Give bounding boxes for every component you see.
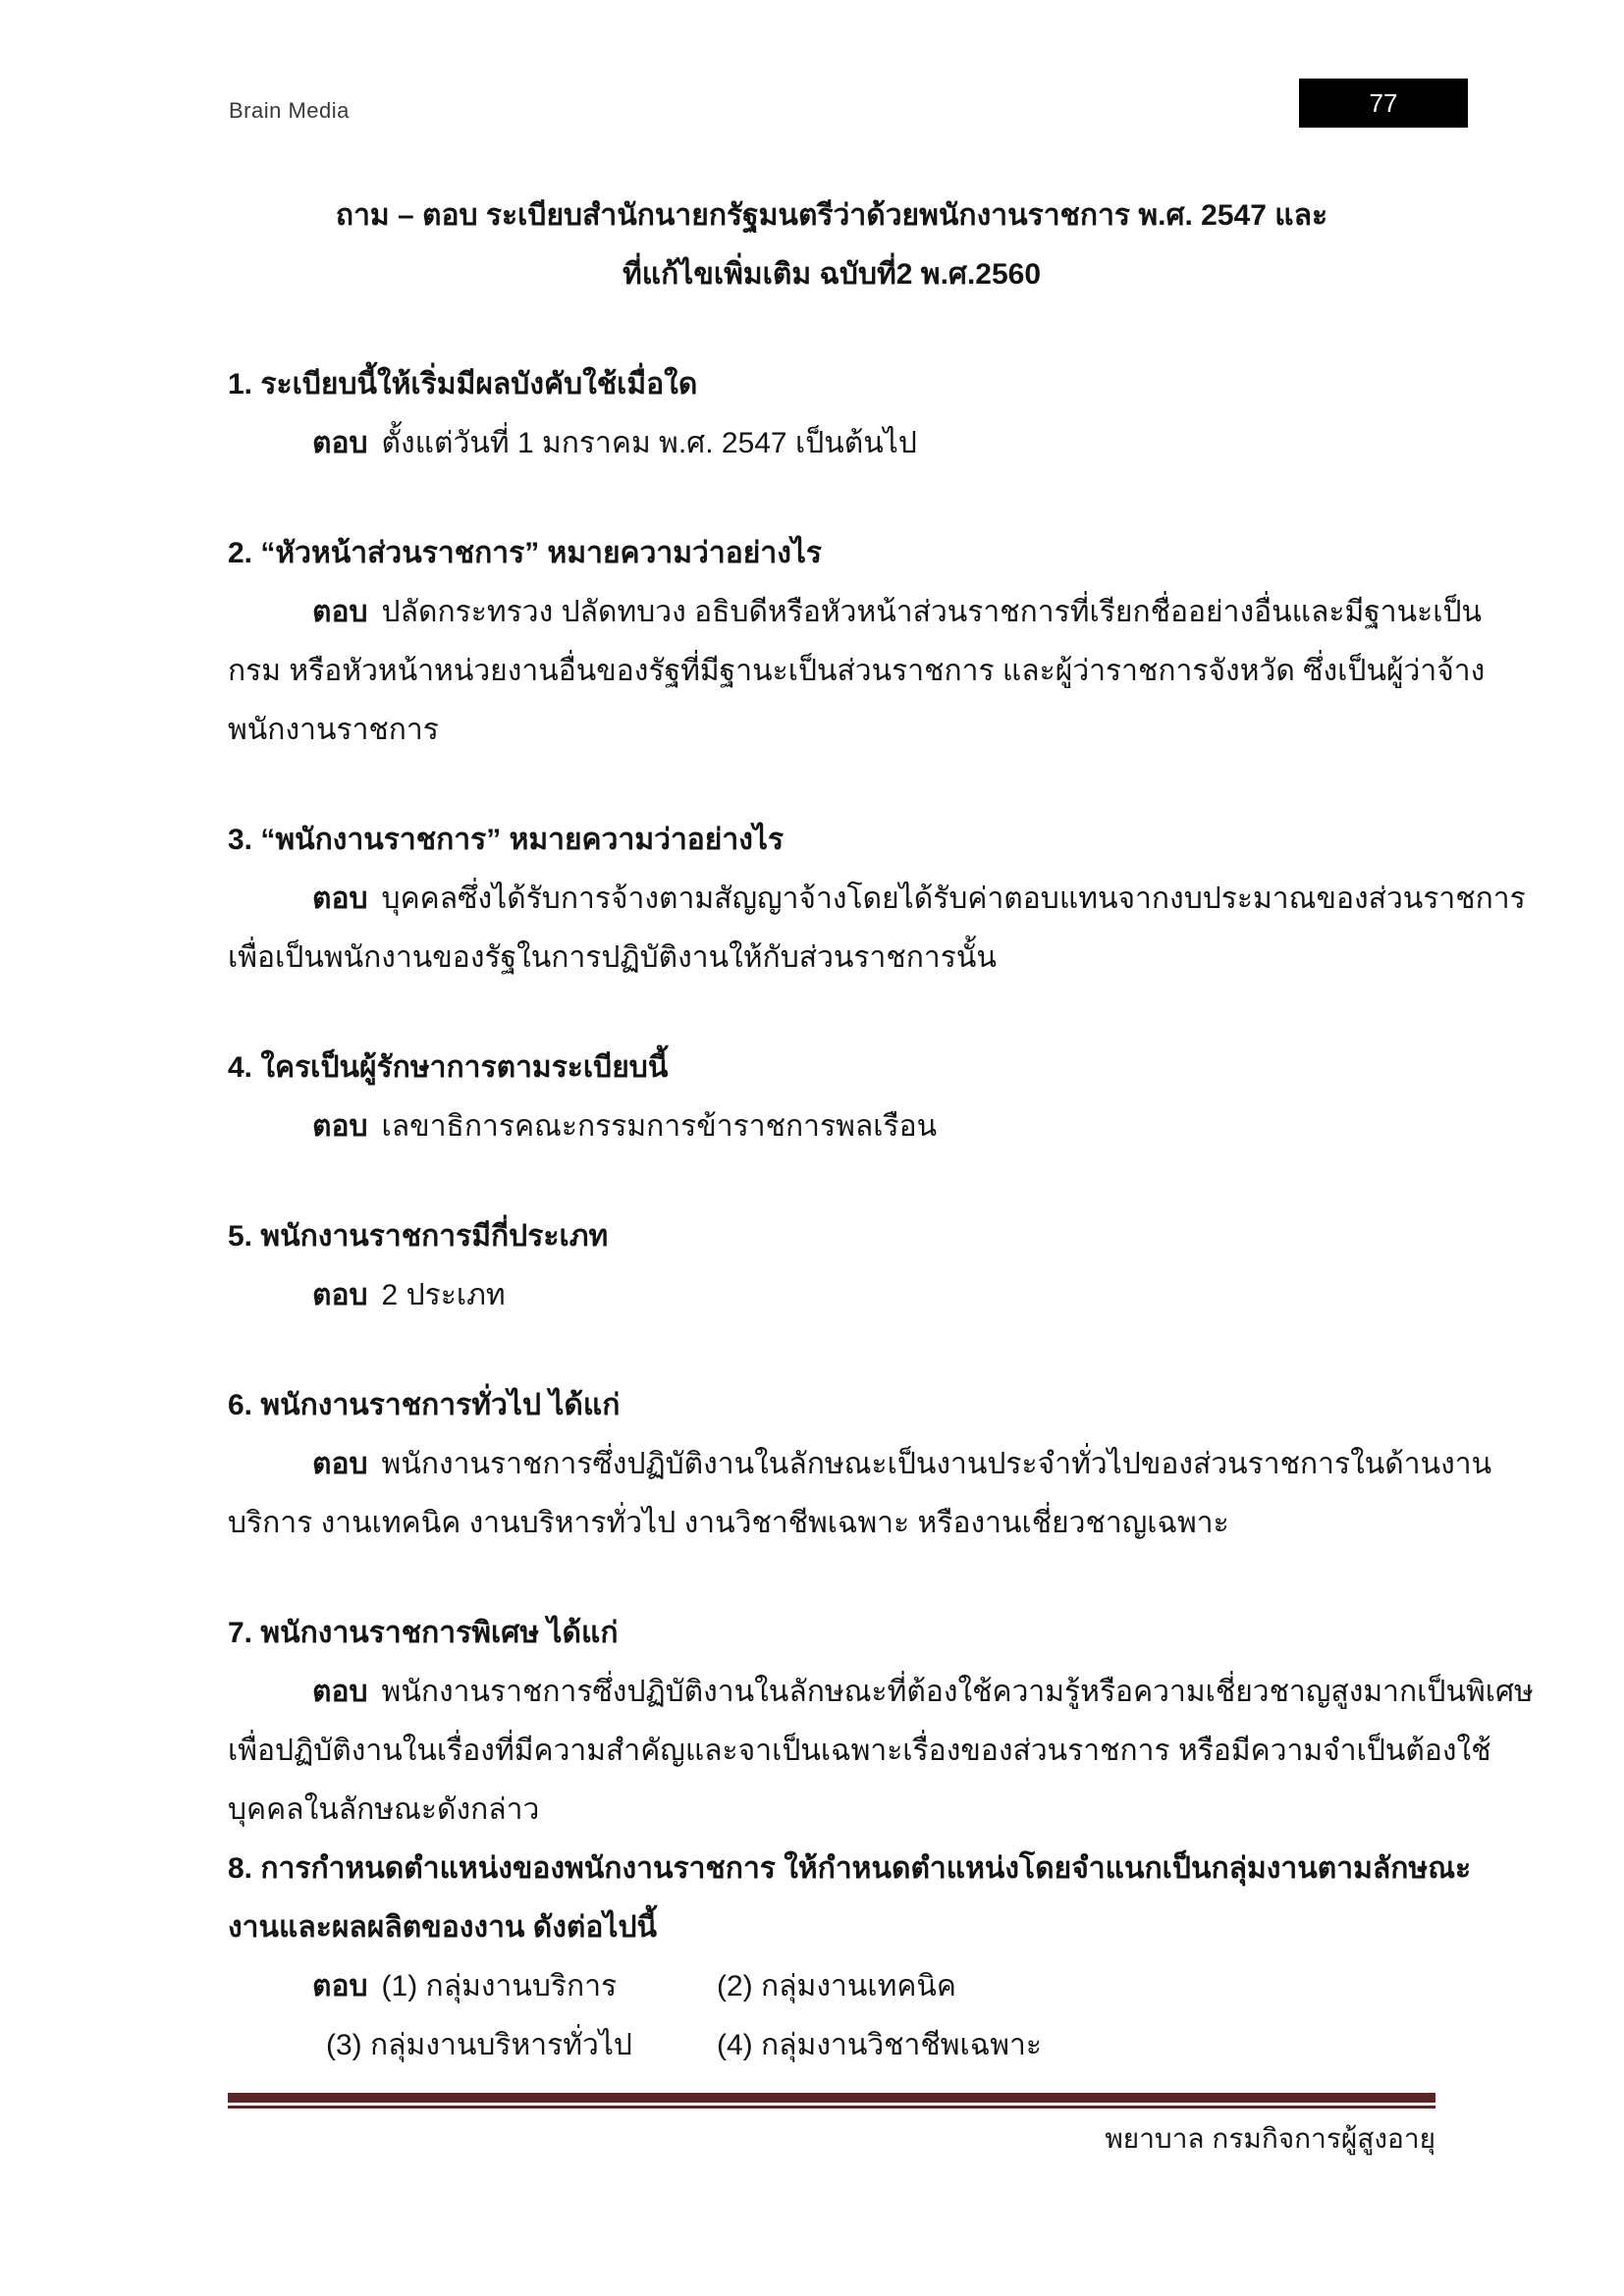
qa-item-5 [228, 1207, 1435, 1325]
answer-line: พนักงานราชการ [228, 714, 439, 746]
qa-item-1 [228, 355, 1435, 473]
answer-line [228, 1266, 1435, 1325]
qa-item-8 [228, 1840, 1472, 2075]
answer-text: พนักงานราชการซึ่งปฏิบัติงานในลักษณะที่ต้องใช้ความรู้หรือความเชี่ยวชาญสูงมากเป็นพิเศษ [381, 1676, 1534, 1708]
qa-item-3 [228, 811, 1526, 988]
answer-line: เพื่อเป็นพนักงานของรัฐในการปฏิบัติงานให้กับส่วนราชการนั้น [228, 941, 997, 974]
qa-item-6 [228, 1376, 1492, 1553]
footer-text: พยาบาล กรมกิจการผู้สูงอายุ [1105, 2123, 1435, 2154]
page-number: 77 [1369, 87, 1398, 118]
answer-label: ตอบ [312, 882, 368, 915]
answer-line [228, 1957, 1435, 2016]
answer-text: บุคคลซึ่งได้รับการจ้างตามสัญญาจ้างโดยได้รับค่าตอบแทนจากงบประมาณของส่วนราชการ [381, 882, 1526, 915]
answer-label: ตอบ [312, 1279, 368, 1311]
question-text: 5. พนักงานราชการมีกี่ประเภท [228, 1220, 609, 1253]
answer-line [228, 1435, 1492, 1494]
answer-line: กรม หรือหัวหน้าหน่วยงานอื่นของรัฐที่มีฐานะเป็นส่วนราชการ และผู้ว่าราชการจังหวัด ซึ่งเป็นผู้ว่าจ้าง [228, 655, 1486, 687]
answer-label: ตอบ [312, 596, 368, 628]
footer-rule-thick [228, 2093, 1435, 2103]
answer-item-4: (4) กลุ่มงานวิชาชีพเฉพาะ [717, 2029, 1042, 2061]
answer-line [228, 1663, 1534, 1722]
question-text: 2. “หัวหน้าส่วนราชการ” หมายความว่าอย่างไร [228, 537, 823, 569]
qa-item-4 [228, 1039, 1435, 1156]
page-footer [228, 2093, 1435, 2163]
answer-item-1: (1) กลุ่มงานบริการ [381, 1970, 618, 2002]
answer-line: บุคคลในลักษณะดังกล่าว [228, 1793, 540, 1826]
question-text: 8. การกำหนดตำแหน่งของพนักงานราชการ ให้กำหนดตำแหน่งโดยจำแนกเป็นกลุ่มงานตามลักษณะ [228, 1852, 1472, 1885]
question-text: 6. พนักงานราชการทั่วไป ได้แก่ [228, 1389, 621, 1421]
question-text-line2: งานและผลผลิตของงาน ดังต่อไปนี้ [228, 1911, 658, 1944]
answer-label: ตอบ [312, 427, 368, 459]
answer-line [228, 583, 1483, 642]
footer-rule-thin [228, 2106, 1435, 2109]
brand-label: Brain Media [229, 98, 350, 123]
question-text: 3. “พนักงานราชการ” หมายความว่าอย่างไร [228, 824, 785, 856]
qa-item-7 [228, 1604, 1534, 1840]
answer-text: พนักงานราชการซึ่งปฏิบัติงานในลักษณะเป็นงานประจำทั่วไปของส่วนราชการในด้านงาน [381, 1448, 1492, 1480]
answer-item-2: (2) กลุ่มงานเทคนิค [717, 1970, 956, 2002]
answer-item-3: (3) กลุ่มงานบริหารทั่วไป [326, 2029, 632, 2061]
question-text: 7. พนักงานราชการพิเศษ ได้แก่ [228, 1617, 619, 1649]
answer-line [228, 870, 1526, 929]
answer-line [228, 414, 1435, 473]
qa-item-2 [228, 524, 1486, 760]
answer-label: ตอบ [312, 1970, 368, 2002]
answer-line [228, 1097, 1435, 1156]
answer-line [228, 2016, 1435, 2075]
question-text: 4. ใครเป็นผู้รักษาการตามระเบียบนี้ [228, 1051, 669, 1084]
answer-line: บริการ งานเทคนิค งานบริหารทั่วไป งานวิชาชีพเฉพาะ หรืองานเชี่ยวชาญเฉพาะ [228, 1507, 1229, 1539]
document-body [228, 0, 1534, 2075]
document-title-line1: ถาม – ตอบ ระเบียบสำนักนายกรัฐมนตรีว่าด้วยพนักงานราชการ พ.ศ. 2547 และ [335, 199, 1328, 232]
answer-line: เพื่อปฏิบัติงานในเรื่องที่มีความสำคัญและจาเป็นเฉพาะเรื่องของส่วนราชการ หรือมีความจำเป็นต้องใช้ [228, 1735, 1491, 1767]
answer-label: ตอบ [312, 1676, 368, 1708]
question-text: 1. ระเบียบนี้ให้เริ่มมีผลบังคับใช้เมื่อใด [228, 368, 698, 400]
answer-text: 2 ประเภท [381, 1279, 506, 1311]
answer-text: ปลัดกระทรวง ปลัดทบวง อธิบดีหรือหัวหน้าส่วนราชการที่เรียกชื่ออย่างอื่นและมีฐานะเป็น [381, 596, 1483, 628]
answer-text: เลขาธิการคณะกรรมการข้าราชการพลเรือน [381, 1110, 938, 1143]
answer-label: ตอบ [312, 1448, 368, 1480]
document-title-line2: ที่แก้ไขเพิ่มเติม ฉบับที่2 พ.ศ.2560 [622, 258, 1042, 291]
answer-label: ตอบ [312, 1110, 368, 1143]
answer-text: ตั้งแต่วันที่ 1 มกราคม พ.ศ. 2547 เป็นต้นไป [381, 427, 917, 459]
